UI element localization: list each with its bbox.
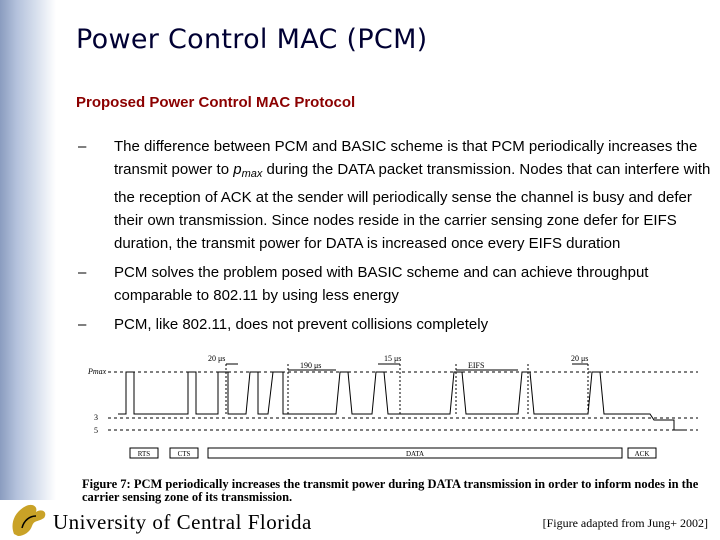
bullet-item — [78, 135, 714, 255]
pegasus-icon — [13, 505, 46, 536]
slide-title: Power Control MAC (PCM) — [76, 24, 428, 55]
bullet-dash: – — [78, 138, 87, 155]
pmax-symbol: p — [233, 161, 242, 178]
frame-label: RTS — [137, 450, 151, 458]
timing-label: EIFS — [468, 361, 485, 370]
frame-label: ACK — [634, 450, 650, 458]
bullet-text: PCM, like 802.11, does not prevent collisions completely — [114, 316, 489, 333]
power-waveform — [118, 372, 684, 430]
y-label-3: 3 — [94, 413, 98, 422]
university-name: University of Central Florida — [53, 510, 312, 534]
figure-credit: [Figure adapted from Jung+ 2002] — [542, 516, 708, 530]
y-label-pmax: Pmax — [88, 367, 107, 376]
timing-label: 20 μs — [571, 354, 589, 363]
slide-subtitle: Proposed Power Control MAC Protocol — [76, 94, 356, 111]
timing-label: 20 μs — [208, 354, 226, 363]
figure-caption: Figure 7: PCM periodically increases the transmit power during DATA transmission in order to inform nodes in the carrier sensing zone of its transmission. — [82, 477, 699, 504]
bullet-dash: – — [78, 316, 87, 333]
timing-label: 190 μs — [300, 361, 322, 370]
pmax-subscript: max — [241, 168, 263, 180]
y-label-5: 5 — [94, 426, 98, 435]
left-gradient-bar — [0, 0, 56, 500]
bullet-list — [78, 135, 714, 342]
frame-label: CTS — [177, 450, 191, 458]
timing-label: 15 μs — [384, 354, 402, 363]
bullet-text-cont: during the DATA packet transmission. Nodes that can interfere with the reception of ACK at the sender will periodically sense the channel is busy and defer their own transmission. Since nodes reside in the carrier sensing zone defer for EIFS duration, the transmit power for DATA is increased once every EIFS duration — [114, 161, 711, 252]
bullet-dash: – — [78, 264, 87, 281]
bullet-text: The difference between PCM and BASIC scheme is that PCM periodically increases the transmit power to — [114, 138, 698, 178]
bullet-item — [78, 313, 714, 336]
frame-label: DATA — [405, 450, 425, 458]
bullet-item — [78, 261, 714, 307]
bullet-text: PCM solves the problem posed with BASIC scheme and can achieve throughput comparable to 802.11 by using less energy — [114, 264, 649, 304]
